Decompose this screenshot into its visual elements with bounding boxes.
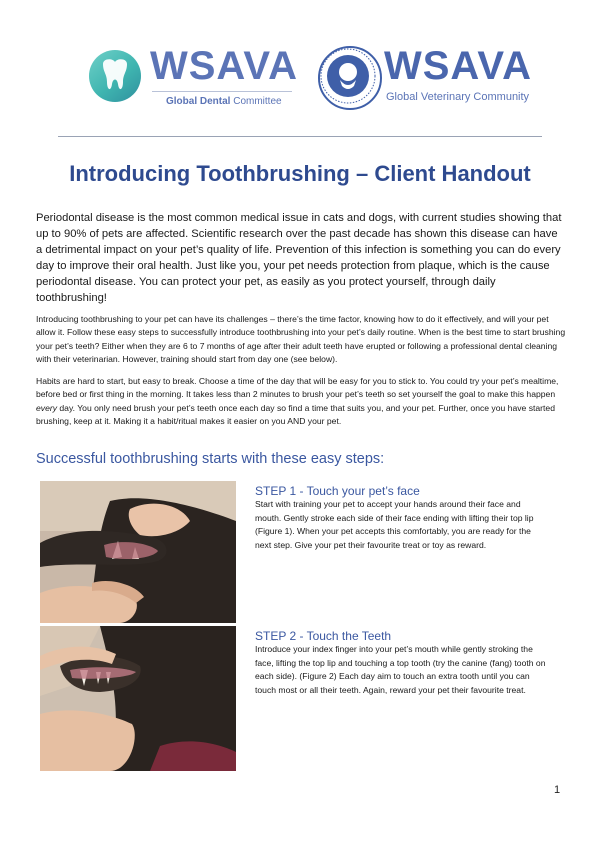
logo-subtitle: Global Dental Committee (166, 96, 282, 107)
association-seal-icon (318, 46, 382, 110)
step-2-body: Introduce your index finger into your pet’s mouth while gently stroking the face, lifting the top lip and touching a top tooth (try the canine (fang) tooth on each side). (Figure 2) Each day aim to touch an extra tooth until you can touch most or all their teeth. Again, reward your pet their favourite treat. (255, 644, 546, 695)
logo-subtitle: Global Veterinary Community (386, 91, 530, 103)
figure-1-photo (40, 481, 236, 623)
logo-wordmark: WSAVA (150, 44, 298, 88)
page-number: 1 (554, 784, 561, 796)
steps-heading: Successful toothbrushing starts with these easy steps: (36, 451, 385, 467)
step-2-title: STEP 2 - Touch the Teeth (255, 629, 392, 643)
wsava-dental-logo (86, 42, 306, 114)
step-1-title: STEP 1 - Touch your pet’s face (255, 484, 420, 498)
body-paragraph: Habits are hard to start, but easy to break. Choose a time of the day that will be easy for you to stick to. You could try your pet’s mealtime, before bed or first thing in the morning. It takes less than 2 minutes to brush your pet’s teeth so set yourself the goal to make this happen every day. You only need brush your pet’s teeth once each day so find a time that suits you, and your pet. Further, once you have started brushing, keep at it. Making it a habit/ritual makes it easier on you AND your pet. (36, 376, 559, 427)
body-paragraph: Introducing toothbrushing to your pet can have its challenges – there’s the time factor, knowing how to do it effectively, and will your pet allow it. Follow these easy steps to successfully introduce toothbrushing into your pet’s daily routine. When is the best time to start brushing your pet’s teeth? Either when they are 6 to 7 months of age after their adult teeth have erupted or following a professional dental cleaning with their veterinarian. However, training should start from day one (see below). (36, 314, 566, 365)
logo-rule (152, 91, 292, 92)
intro-paragraph: Periodontal disease is the most common medical issue in cats and dogs, with current studies showing that up to 90% of pets are affected. Scientific research over the past decade has shown this disease can have a detrimental impact on your pet’s quality of life. Prevention of this infection is something you can do every day to improve their oral health. Just like you, your pet needs protection from plaque, which is the cause periodontal disease. You can protect your pet, as easily as you protect yourself, through daily toothbrushing! (36, 212, 562, 304)
step-1-body: Start with training your pet to accept your hands around their face and mouth. Gently stroke each side of their face ending with lifting their top lip (Figure 1). When your pet accepts this comfortably, you are ready for the next step. Give your pet their favourite treat or toy as reward. (255, 499, 534, 550)
page-title: Introducing Toothbrushing – Client Handout (69, 161, 531, 186)
wsava-global-logo (318, 42, 538, 114)
figure-2-photo (40, 626, 236, 771)
header-divider (58, 136, 542, 137)
emphasis-text: every (36, 402, 58, 413)
header-logos (0, 42, 600, 114)
tooth-icon (89, 50, 141, 102)
logo-wordmark: WSAVA (384, 44, 532, 88)
